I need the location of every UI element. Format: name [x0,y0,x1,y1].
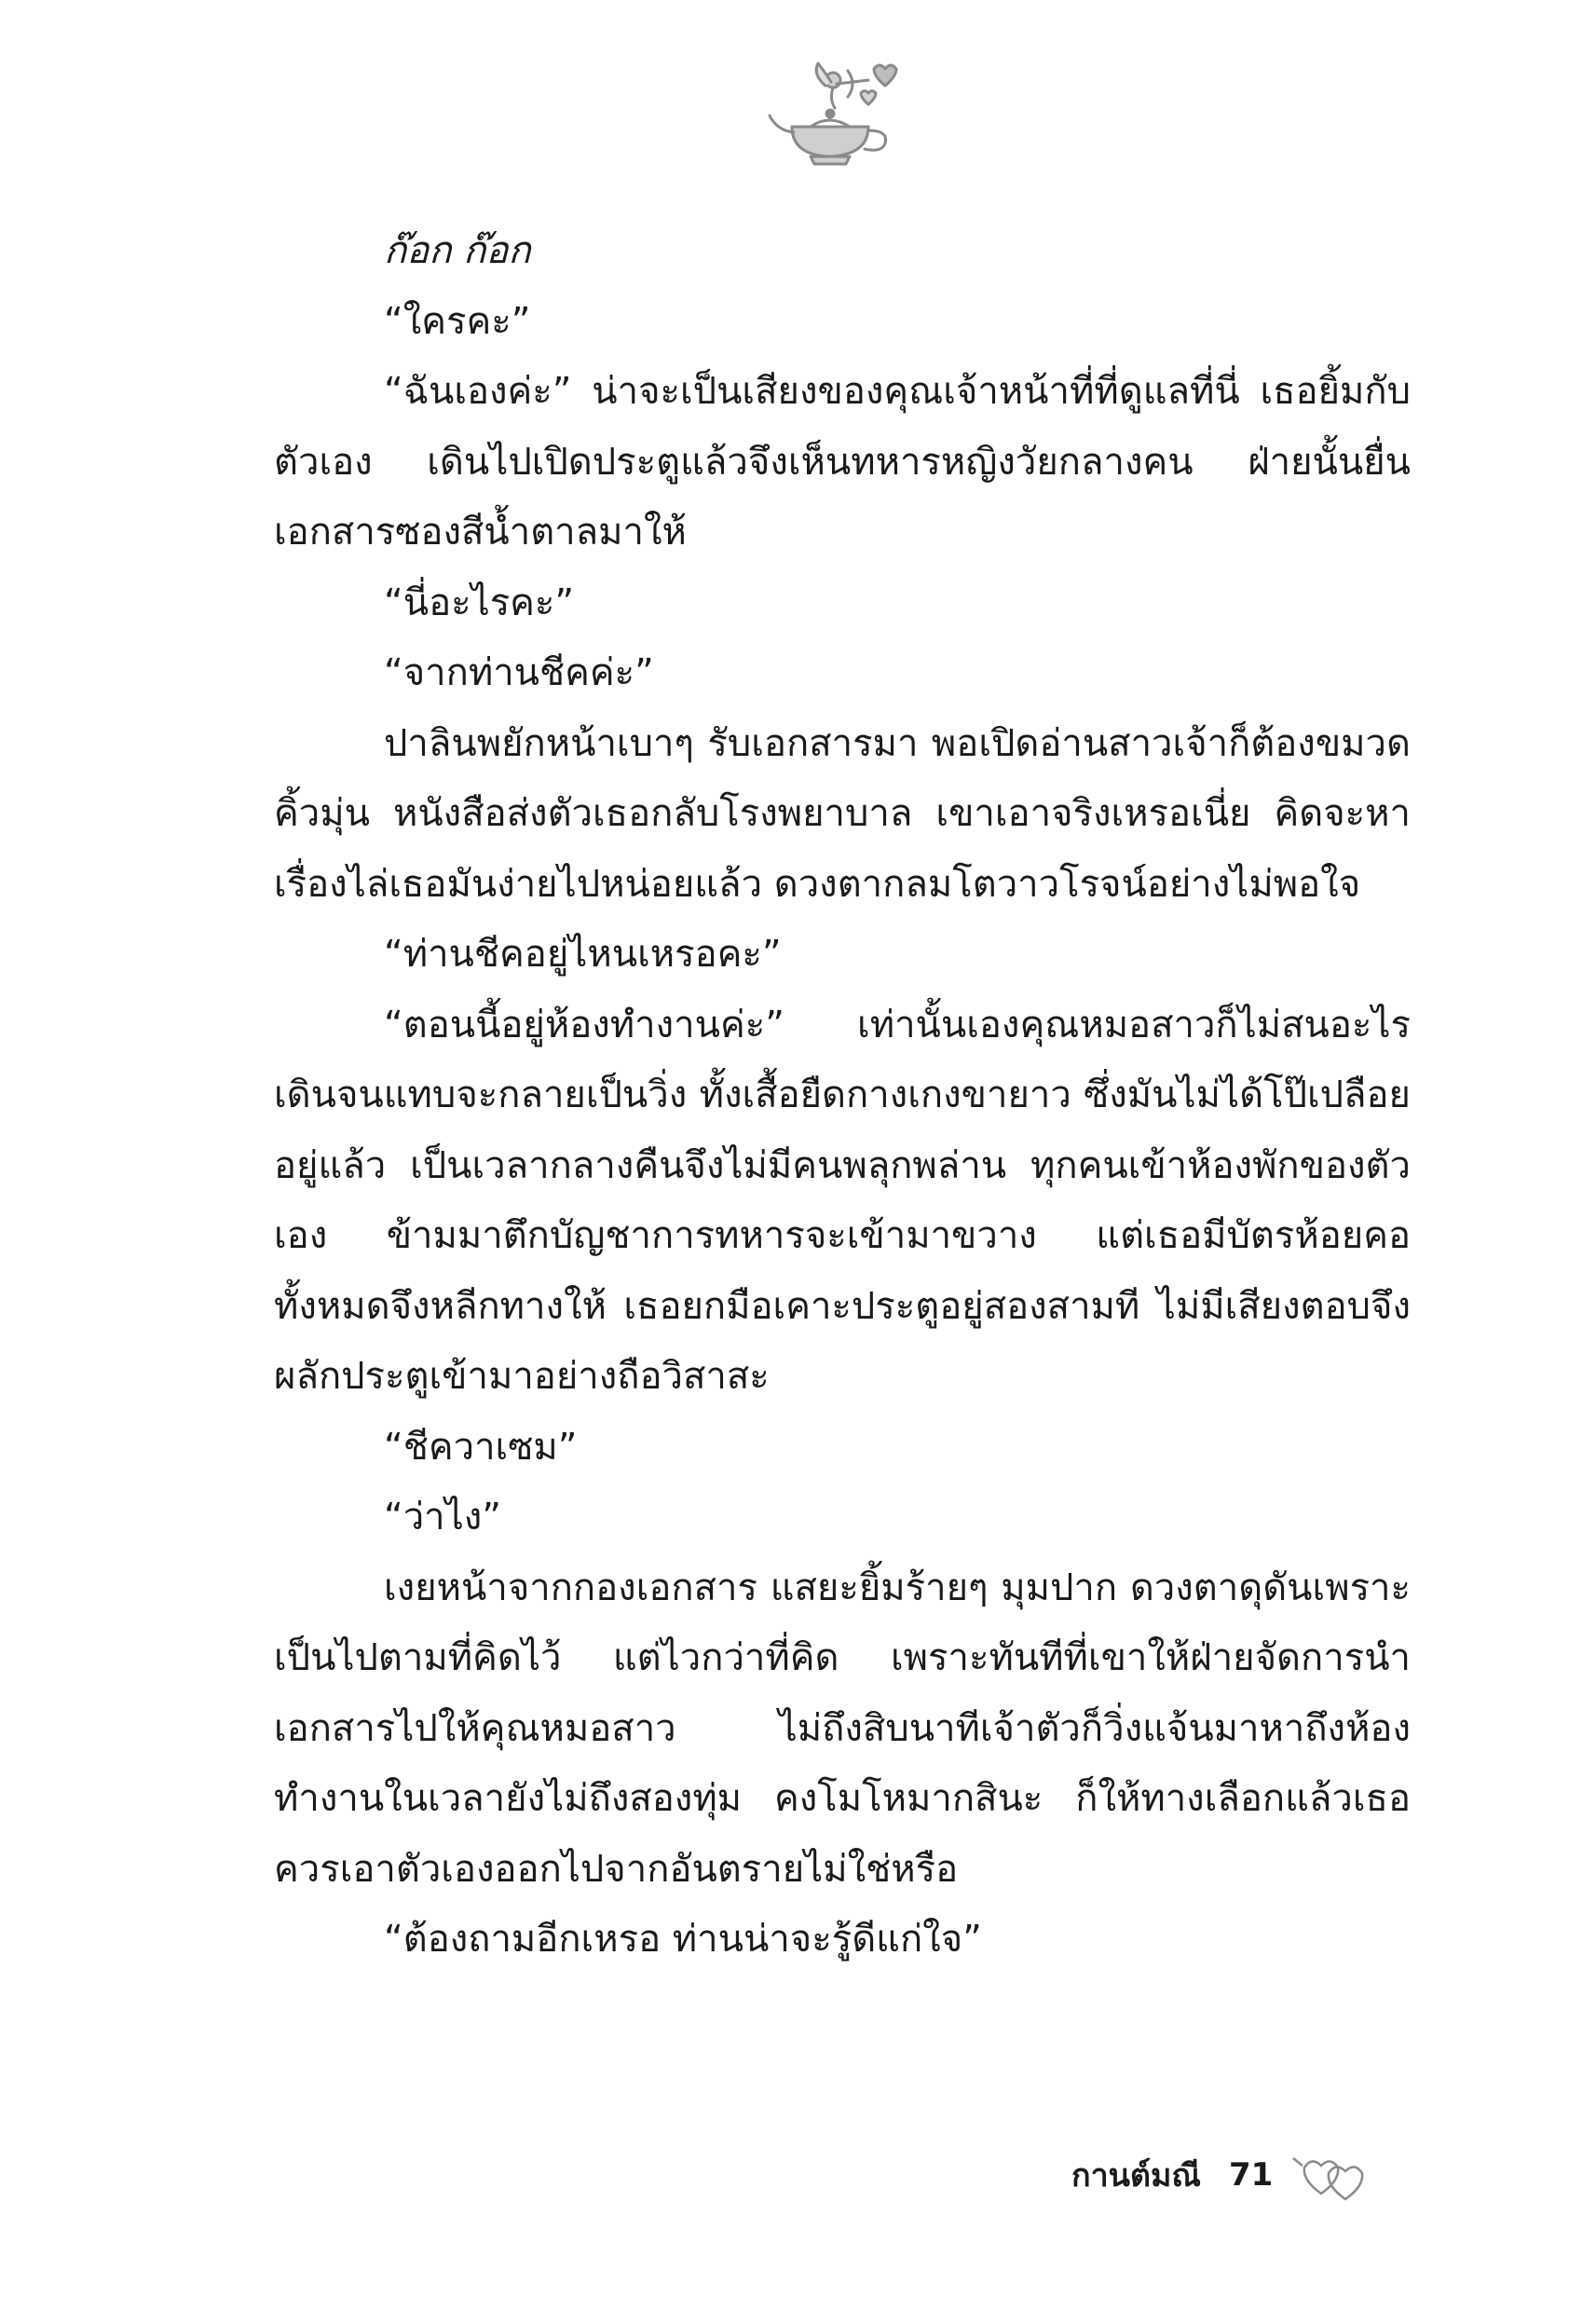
paragraph: “ใครคะ” [384,299,531,343]
page-number: 71 [1228,2156,1274,2194]
paragraph: “ท่านชีคอยู่ไหนเหรอคะ” [384,933,782,976]
paragraph: “ฉันเองค่ะ” น่าจะเป็นเสียงของคุณเจ้าหน้าที่ที่ดูแลที่นี่ เธอยิ้มกับตัวเอง เดินไปเปิดประตูแล้วจึงเห็นทหารหญิงวัยกลางคน ฝ่ายนั้นยื่นเอกสารซองสีน้ำตาลมาให้ [274,370,1411,554]
paragraph: “ว่าไง” [384,1496,502,1538]
paragraph: “นี่อะไรคะ” [384,581,575,624]
paragraph: ปาลินพยักหน้าเบาๆ รับเอกสารมา พอเปิดอ่านสาวเจ้าก็ต้องขมวดคิ้วมุ่น หนังสือส่งตัวเธอกลับโรงพยาบาล เขาเอาจริงเหรอเนี่ย คิดจะหาเรื่องไล่เธอมันง่ายไปหน่อยแล้ว ดวงตากลมโตวาวโรจน์อย่างไม่พอใจ [274,721,1411,906]
cupid-teapot-ornament-icon [764,52,913,173]
paragraph: “จากท่านชีคค่ะ” [384,651,654,694]
paragraph: “ชีควาเซม” [384,1425,578,1469]
two-hearts-icon [1291,2147,1381,2203]
book-title: กานต์มณี [1071,2157,1201,2195]
paragraph: “ตอนนี้อยู่ห้องทำงานค่ะ” เท่านั้นเองคุณหมอสาวก็ไม่สนอะไร เดินจนแทบจะกลายเป็นวิ่ง ทั้งเสื้อยืดกางเกงขายาว ซึ่งมันไม่ได้โป๊เปลือยอยู่แล้ว เป็นเวลากลางคืนจึงไม่มีคนพลุกพล่าน ทุกคนเข้าห้องพักของตัวเอง ข้ามมาตึกบัญชาการทหารจะเข้ามาขวาง แต่เธอมีบัตรห้อยคอทั้งหมดจึงหลีกทางให้ เธอยกมือเคาะประตูอยู่สองสามที ไม่มีเสียงตอบจึงผลักประตูเข้ามาอย่างถือวิสาสะ [274,1003,1411,1398]
page-footer [1071,2147,1381,2203]
paragraph: ก๊อก ก๊อก [384,229,531,272]
paragraph: “ต้องถามอีกเหรอ ท่านน่าจะรู้ดีแก่ใจ” [384,1918,982,1961]
paragraph: เงยหน้าจากกองเอกสาร แสยะยิ้มร้ายๆ มุมปาก ดวงตาดุดันเพราะเป็นไปตามที่คิดไว้ แต่ไวกว่าที่คิด เพราะทันทีที่เขาให้ฝ่ายจัดการนำเอกสารไปให้คุณหมอสาว ไม่ถึงสิบนาทีเจ้าตัวก็วิ่งแจ้นมาหาถึงห้องทำงานในเวลายังไม่ถึงสองทุ่ม คงโมโหมากสินะ ก็ให้ทางเลือกแล้วเธอควรเอาตัวเองออกไปจากอันตรายไม่ใช่หรือ [274,1566,1411,1891]
body-text [274,216,1411,1976]
